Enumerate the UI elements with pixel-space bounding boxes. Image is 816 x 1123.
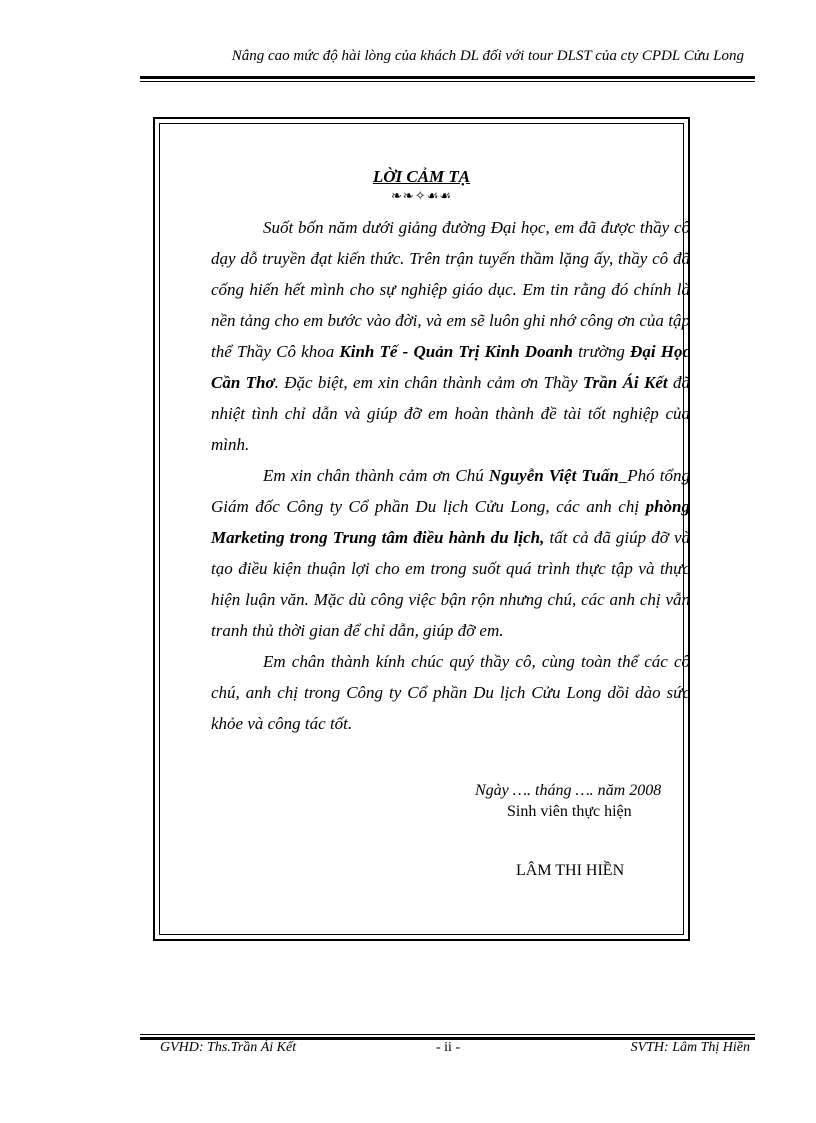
acknowledgement-body [211, 212, 690, 739]
ornament-divider: ❧❧✧☙☙ [391, 188, 452, 203]
header-rule-thin [140, 81, 755, 82]
footer-rule-thin [140, 1034, 755, 1035]
faculty-name: Kinh Tế - Quản Trị Kinh Doanh [339, 342, 573, 361]
mentor-name: Nguyễn Việt Tuấn [488, 466, 619, 485]
footer-student: SVTH: Lâm Thị Hiền [630, 1040, 750, 1055]
signature-role: Sinh viên thực hiện [507, 803, 632, 820]
advisor-name: Trần Ái Kết [582, 373, 668, 392]
university-name: Đại Học Cần Thơ [211, 342, 690, 392]
page-frame [153, 117, 690, 941]
header-rule-thick [140, 76, 755, 79]
page-title [155, 167, 688, 187]
footer-advisor: GVHD: Ths.Trần Ái Kết [160, 1040, 297, 1055]
running-header: Nâng cao mức độ hài lòng của khách DL đối với tour DLST của cty CPDL Cửu Long [231, 48, 744, 64]
page-title-text: LỜI CẢM TẠ [372, 167, 471, 186]
signature-date: Ngày …. tháng …. năm 2008 [475, 782, 662, 799]
department-name: phòng Marketing trong Trung tâm điều hành du lịch, [211, 497, 690, 547]
paragraph-2: Em xin chân thành cảm ơn Chú Nguyễn Việt Tuấn_Phó tổng Giám đốc Công ty Cổ phần Du lịch Cửu Long, các anh chị phòng Marketing trong Trung tâm điều hành du lịch, tất cả đã giúp đỡ và tạo điều kiện thuận lợi cho em trong suốt quá trình thực tập và thực hiện luận văn. Mặc dù công việc bận rộn nhưng chú, các anh chị vẫn tranh thủ thời gian để chỉ dẫn, giúp đỡ em. [211, 466, 691, 640]
paragraph-1: Suốt bốn năm dưới giảng đường Đại học, em đã được thầy cô dạy dỗ truyền đạt kiến thức. Trên trận tuyến thầm lặng ấy, thầy cô đã cống hiến hết mình cho sự nghiệp giáo dục. Em tin rằng đó chính là nền tảng cho em bước vào đời, và em sẽ luôn ghi nhớ công ơn của tập thể Thầy Cô khoa Kinh Tế - Quản Trị Kinh Doanh trường Đại Học Cần Thơ. Đặc biệt, em xin chân thành cảm ơn Thầy Trần Ái Kết đã nhiệt tình chỉ dẫn và giúp đỡ em hoàn thành đề tài tốt nghiệp của mình. [211, 218, 690, 454]
paragraph-3: Em chân thành kính chúc quý thầy cô, cùng toàn thể các cô chú, anh chị trong Công ty Cổ phần Du lịch Cửu Long dồi dào sức khỏe và công tác tốt. [211, 652, 690, 733]
page-number: - ii - [436, 1040, 461, 1055]
signature-name: LÂM THI HIỀN [516, 862, 625, 879]
